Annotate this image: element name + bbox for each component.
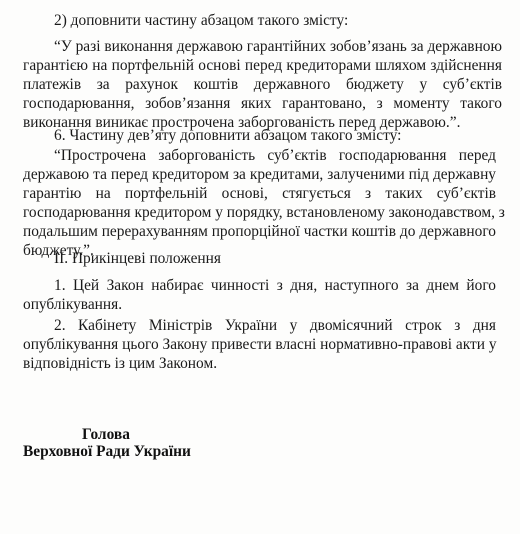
- final-provision-2-line: відповідність із цим Законом.: [23, 355, 218, 372]
- item-2-text: 2) доповнити частину абзацом такого змісту:: [54, 12, 349, 29]
- item-6-text: 6. Частину дев’яту доповнити абзацом такого змісту:: [54, 127, 402, 144]
- section-heading: ІІ. Прикінцеві положення: [54, 250, 221, 267]
- quote-2-line: подальшим перерахуванням пропорційної частки коштів до державного: [23, 223, 496, 240]
- quote-1-line: гарантією на портфельній основі перед кредиторами шляхом здійснення: [23, 57, 502, 74]
- quote-2-line: гарантію на портфельній основі, стягується з таких суб’єктів: [23, 185, 496, 202]
- final-provision-2-line: 2. Кабінету Міністрів України у двомісячний строк з дня: [54, 317, 496, 334]
- quote-1-line: платежів за рахунок коштів державного бюджету у суб’єктів: [23, 76, 502, 93]
- final-provision-1-line: опублікування.: [23, 296, 123, 313]
- quote-2-line: бюджету.”.: [23, 242, 94, 259]
- final-provision-2-line: опублікування цього Закону привести власні нормативно-правові акти у: [23, 336, 497, 353]
- quote-2-line: “Прострочена заборгованість суб’єктів господарювання перед: [54, 147, 496, 164]
- signature-body: Верховної Ради України: [23, 443, 191, 460]
- quote-2-line: державою та перед кредитором за кредитами, залученими під державну: [23, 166, 496, 183]
- final-provision-1-line: 1. Цей Закон набирає чинності з дня, наступного за днем його: [54, 277, 496, 294]
- quote-2-line: господарювання кредитором у порядку, встановленому законодавством, з: [23, 204, 505, 221]
- quote-1-line: виконання виникає прострочена заборгованість перед державою.”.: [23, 114, 461, 131]
- quote-1-line: “У разі виконання державою гарантійних зобов’язань за державною: [54, 38, 502, 55]
- quote-1-line: господарювання, зобов’язання яких гарантовано, з моменту такого: [23, 95, 502, 112]
- signature-title: Голова: [82, 426, 130, 443]
